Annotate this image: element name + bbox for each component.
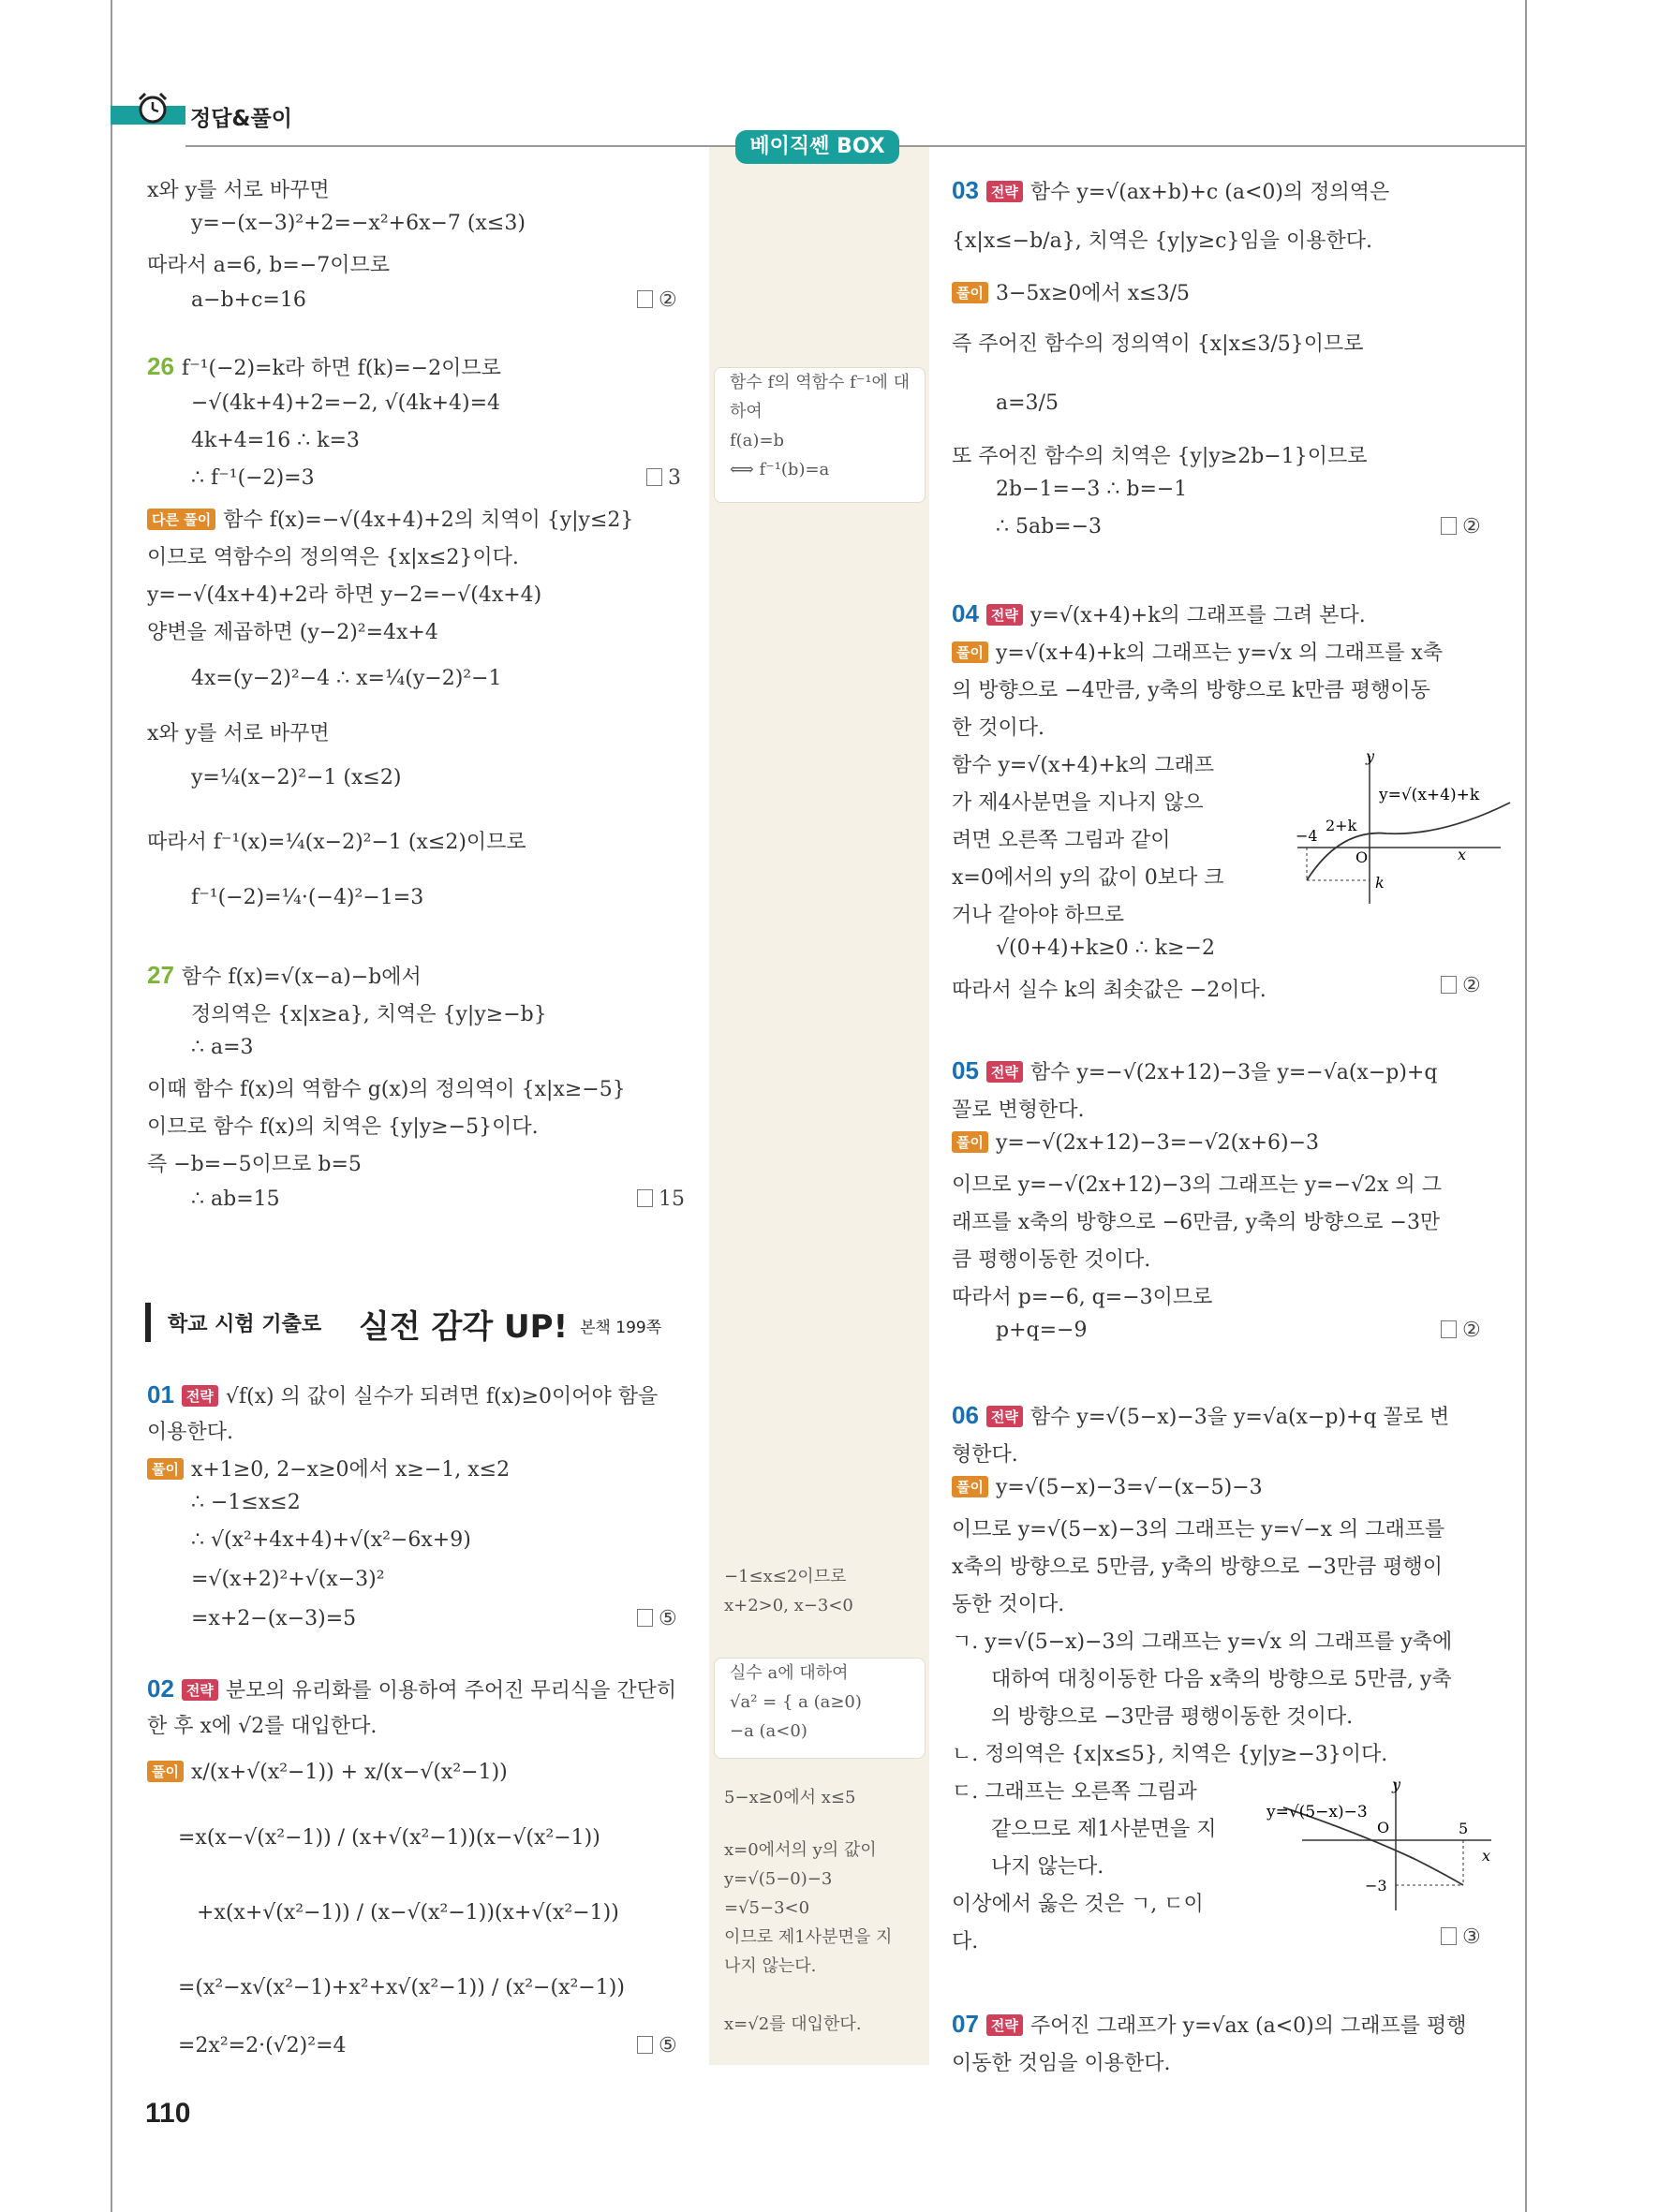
question-number: 26	[147, 352, 174, 380]
text-line: 형한다.	[952, 1443, 1018, 1467]
text-line: y=¼(x−2)²−1 (x≤2)	[191, 766, 402, 789]
q02-line: 02 전략 분모의 유리화를 이용하여 주어진 무리식을 간단히	[147, 1674, 677, 1703]
text-line: 의 방향으로 −4만큼, y축의 방향으로 k만큼 평행이동	[952, 679, 1430, 702]
text-line: 이므로 역함수의 정의역은 {x|x≤2}이다.	[147, 546, 519, 569]
section-title: 실전 감각 UP!	[359, 1308, 569, 1346]
answer-icon	[637, 1609, 653, 1627]
question-number: 01	[147, 1380, 174, 1408]
text-line: f⁻¹(−2)=¼·(−4)²−1=3	[191, 886, 424, 909]
text-line: a−b+c=16	[191, 288, 306, 312]
text-line: ∴ −1≤x≤2	[191, 1491, 301, 1514]
graph-q04	[1293, 745, 1518, 908]
solution-tag: 풀이	[952, 1131, 988, 1153]
strategy-tag: 전략	[986, 2014, 1023, 2036]
answer-mark: ②	[1441, 1319, 1481, 1342]
text-line: 따라서 f⁻¹(x)=¼(x−2)²−1 (x≤2)이므로	[147, 831, 526, 854]
text-line: x=0에서의 y의 값이 0보다 크	[952, 866, 1224, 890]
section-ref: 본책 199쪽	[580, 1319, 662, 1337]
text-line: √(0+4)+k≥0 ∴ k≥−2	[996, 936, 1215, 960]
text-line: 따라서 p=−6, q=−3이므로	[952, 1286, 1213, 1309]
question-number: 04	[952, 599, 979, 627]
answer-icon	[637, 1189, 653, 1207]
box-note-sqrt-square: 실수 a에 대하여 √a² = { a (a≥0) −a (a<0)	[714, 1658, 926, 1759]
text-line: ∴ f⁻¹(−2)=3	[191, 466, 315, 490]
strategy-tag: 전략	[986, 1061, 1023, 1083]
text-line: 래프를 x축의 방향으로 −6만큼, y축의 방향으로 −3만	[952, 1211, 1441, 1234]
strategy-tag: 전략	[182, 1679, 218, 1701]
solution-line: 풀이 y=√(x+4)+k의 그래프는 y=√x 의 그래프를 x축	[952, 637, 1443, 666]
curve-label: y=√(x+4)+k	[1379, 786, 1480, 804]
text-line: 큼 평행이동한 것이다.	[952, 1248, 1151, 1272]
answer-mark: 15	[637, 1187, 685, 1211]
page-frame-right	[1525, 0, 1527, 2212]
section-prefix: 학교 시험 기출로	[168, 1313, 322, 1336]
text-line: 이므로 함수 f(x)의 치역은 {y|y≥−5}이다.	[147, 1115, 539, 1139]
text-line: 같으므로 제1사분면을 지	[991, 1818, 1217, 1841]
text-line: 대하여 대칭이동한 다음 x축의 방향으로 5만큼, y축	[991, 1668, 1452, 1691]
answer-icon	[1441, 517, 1457, 535]
text-line: 다.	[952, 1930, 979, 1954]
text-line: 4x=(y−2)²−4 ∴ x=¼(y−2)²−1	[191, 667, 502, 690]
text-line: 가 제4사분면을 지나지 않으	[952, 791, 1204, 815]
text-line: y=−(x−3)²+2=−x²+6x−7 (x≤3)	[191, 212, 526, 235]
text-line: =(x²−x√(x²−1)+x²+x√(x²−1)) / (x²−(x²−1))	[178, 1976, 625, 1999]
axis-label-x: x	[1482, 1847, 1491, 1865]
solution-tag: 풀이	[147, 1761, 184, 1782]
q04-line: 04 전략 y=√(x+4)+k의 그래프를 그려 본다.	[952, 599, 1366, 627]
text-line: 의 방향으로 −3만큼 평행이동한 것이다.	[991, 1705, 1354, 1729]
text-line: =2x²=2·(√2)²=4	[178, 2034, 347, 2057]
graph-q06	[1265, 1775, 1503, 1915]
alt-solution-tag: 다른 풀이	[147, 509, 215, 530]
question-number: 06	[952, 1401, 979, 1429]
solution-tag: 풀이	[147, 1458, 184, 1480]
text-line: 한 후 x에 √2를 대입한다.	[147, 1715, 378, 1738]
answer-icon	[1441, 1927, 1457, 1945]
page-frame-left	[111, 0, 112, 2212]
text-line: 4k+4=16 ∴ k=3	[191, 429, 360, 452]
text-line: a=3/5	[996, 391, 1059, 415]
answer-icon	[1441, 976, 1457, 994]
text-line: 따라서 a=6, b=−7이므로	[147, 254, 390, 277]
answer-mark: ②	[1441, 515, 1481, 538]
text-line: 즉 주어진 함수의 정의역이 {x|x≤3/5}이므로	[952, 332, 1364, 356]
answer-mark: 3	[646, 466, 681, 490]
text-line: =√(x+2)²+√(x−3)²	[191, 1568, 385, 1591]
strategy-tag: 전략	[986, 1406, 1023, 1427]
text-line: x와 y를 서로 바꾸면	[147, 179, 330, 202]
solution-line: 풀이 x/(x+√(x²−1)) + x/(x−√(x²−1))	[147, 1761, 508, 1784]
text-line: ㄴ. 정의역은 {x|x≤5}, 치역은 {y|y≥−3}이다.	[952, 1743, 1388, 1766]
alt-solution-line: 다른 풀이 함수 f(x)=−√(4x+4)+2의 치역이 {y|y≤2}	[147, 504, 633, 533]
question-number: 02	[147, 1674, 174, 1703]
solution-tag: 풀이	[952, 282, 988, 303]
question-number: 05	[952, 1056, 979, 1084]
text-line: ㄱ. y=√(5−x)−3의 그래프는 y=√x 의 그래프를 y축에	[952, 1630, 1453, 1654]
q27-line: 27 함수 f(x)=√(x−a)−b에서	[147, 961, 422, 989]
tick-label: 5	[1459, 1820, 1469, 1837]
answer-mark: ③	[1441, 1925, 1481, 1949]
box-note-substitute: x=√2를 대입한다.	[724, 2014, 862, 2034]
text-line: y=−√(4x+4)+2라 하면 y−2=−√(4x+4)	[147, 583, 542, 607]
header-title: 정답&풀이	[190, 107, 292, 131]
strategy-tag: 전략	[986, 604, 1023, 626]
text-line: 정의역은 {x|x≥a}, 치역은 {y|y≥−b}	[191, 1003, 547, 1026]
axis-label-x: x	[1458, 846, 1467, 863]
answer-mark: ⑤	[637, 2034, 677, 2057]
text-line: 이동한 것임을 이용한다.	[952, 2052, 1171, 2075]
axis-label-y: y	[1366, 747, 1375, 765]
question-number: 07	[952, 2010, 979, 2038]
alarm-clock-icon	[134, 91, 171, 125]
text-line: −√(4k+4)+2=−2, √(4k+4)=4	[191, 391, 501, 415]
q05-line: 05 전략 함수 y=−√(2x+12)−3을 y=−√a(x−p)+q	[952, 1056, 1438, 1084]
text-line: x와 y를 서로 바꾸면	[147, 722, 330, 745]
text-line: 함수 y=√(x+4)+k의 그래프	[952, 754, 1215, 777]
answer-mark: ②	[1441, 974, 1481, 997]
box-note-domain: 5−x≥0에서 x≤5	[724, 1788, 856, 1807]
curve-label: y=√(5−x)−3	[1266, 1803, 1368, 1821]
text-line: ∴ 5ab=−3	[996, 515, 1103, 538]
text-line: 동한 것이다.	[952, 1593, 1065, 1616]
box-note-y-intercept: x=0에서의 y의 값이 y=√(5−0)−3 =√5−3<0 이므로 제1사분면을 지 나지 않는다.	[724, 1840, 893, 1976]
text-line: 이므로 y=−√(2x+12)−3의 그래프는 y=−√2x 의 그	[952, 1173, 1442, 1197]
section-bar	[145, 1303, 151, 1342]
q26-line: 26 f⁻¹(−2)=k라 하면 f(k)=−2이므로	[147, 352, 501, 380]
text-line: 한 것이다.	[952, 716, 1044, 740]
answer-icon	[646, 468, 662, 486]
text-line: {x|x≤−b/a}, 치역은 {y|y≥c}임을 이용한다.	[952, 229, 1372, 253]
tick-label: 2+k	[1326, 817, 1357, 834]
q07-line: 07 전략 주어진 그래프가 y=√ax (a<0)의 그래프를 평행	[952, 2010, 1467, 2038]
text-line: 2b−1=−3 ∴ b=−1	[996, 478, 1188, 501]
box-note-range: −1≤x≤2이므로 x+2>0, x−3<0	[724, 1567, 853, 1615]
origin-label: O	[1355, 848, 1369, 866]
basic-box-label: 베이직쎈 BOX	[735, 130, 899, 164]
answer-icon	[637, 2036, 653, 2054]
q03-line: 03 전략 함수 y=√(ax+b)+c (a<0)의 정의역은	[952, 176, 1390, 204]
text-line: ∴ ab=15	[191, 1187, 280, 1211]
text-line: ∴ a=3	[191, 1036, 254, 1059]
solution-tag: 풀이	[952, 641, 988, 663]
text-line: 꼴로 변형한다.	[952, 1099, 1085, 1122]
strategy-tag: 전략	[986, 181, 1023, 202]
text-line: 즉 −b=−5이므로 b=5	[147, 1153, 362, 1176]
text-line: 려면 오른쪽 그림과 같이	[952, 829, 1171, 852]
text-line: 이용한다.	[147, 1421, 234, 1444]
text-line: 따라서 실수 k의 최솟값은 −2이다.	[952, 979, 1266, 1002]
text-line: 이므로 y=√(5−x)−3의 그래프는 y=√−x 의 그래프를	[952, 1518, 1445, 1541]
answer-mark: ⑤	[637, 1607, 677, 1630]
text-line: 이때 함수 f(x)의 역함수 g(x)의 정의역이 {x|x≥−5}	[147, 1078, 626, 1101]
curve	[1307, 803, 1510, 880]
page-number: 110	[145, 2098, 191, 2129]
text-line: 또 주어진 함수의 치역은 {y|y≥2b−1}이므로	[952, 445, 1368, 468]
axis-label-y: y	[1392, 1776, 1401, 1793]
strategy-tag: 전략	[182, 1385, 218, 1407]
tick-label: −3	[1365, 1877, 1387, 1895]
solution-line: 풀이 y=−√(2x+12)−3=−√2(x+6)−3	[952, 1131, 1319, 1155]
q06-line: 06 전략 함수 y=√(5−x)−3을 y=√a(x−p)+q 꼴로 변	[952, 1401, 1450, 1429]
origin-label: O	[1377, 1819, 1390, 1836]
text-line: x축의 방향으로 5만큼, y축의 방향으로 −3만큼 평행이	[952, 1556, 1444, 1579]
text-line: ∴ √(x²+4x+4)+√(x²−6x+9)	[191, 1528, 471, 1552]
solution-line: 풀이 y=√(5−x)−3=√−(x−5)−3	[952, 1476, 1263, 1499]
tick-label: −4	[1296, 827, 1318, 845]
text-line: 나지 않는다.	[991, 1855, 1104, 1879]
text-line: +x(x+√(x²−1)) / (x−√(x²−1))(x+√(x²−1))	[197, 1901, 619, 1924]
solution-tag: 풀이	[952, 1476, 988, 1497]
answer-icon	[637, 290, 653, 308]
answer-icon	[1441, 1320, 1457, 1338]
question-number: 27	[147, 961, 174, 989]
q01-line: 01 전략 √f(x) 의 값이 실수가 되려면 f(x)≥0이어야 함을	[147, 1380, 659, 1408]
text-line: ㄷ. 그래프는 오른쪽 그림과	[952, 1780, 1197, 1804]
solution-line: 풀이 x+1≥0, 2−x≥0에서 x≥−1, x≤2	[147, 1453, 510, 1482]
text-line: =x(x−√(x²−1)) / (x+√(x²−1))(x−√(x²−1))	[178, 1826, 600, 1850]
text-line: 양변을 제곱하면 (y−2)²=4x+4	[147, 621, 438, 644]
solution-line: 풀이 3−5x≥0에서 x≤3/5	[952, 277, 1190, 306]
text-line: 거나 같아야 하므로	[952, 904, 1125, 927]
tick-label: k	[1375, 874, 1385, 892]
text-line: =x+2−(x−3)=5	[191, 1607, 357, 1630]
question-number: 03	[952, 176, 979, 204]
text-line: p+q=−9	[996, 1319, 1088, 1342]
box-note-inverse: 함수 f의 역함수 f⁻¹에 대 하여 f(a)=b ⟺ f⁻¹(b)=a	[714, 367, 926, 503]
text-line: 이상에서 옳은 것은 ㄱ, ㄷ이	[952, 1893, 1204, 1916]
answer-mark: ②	[637, 288, 677, 312]
